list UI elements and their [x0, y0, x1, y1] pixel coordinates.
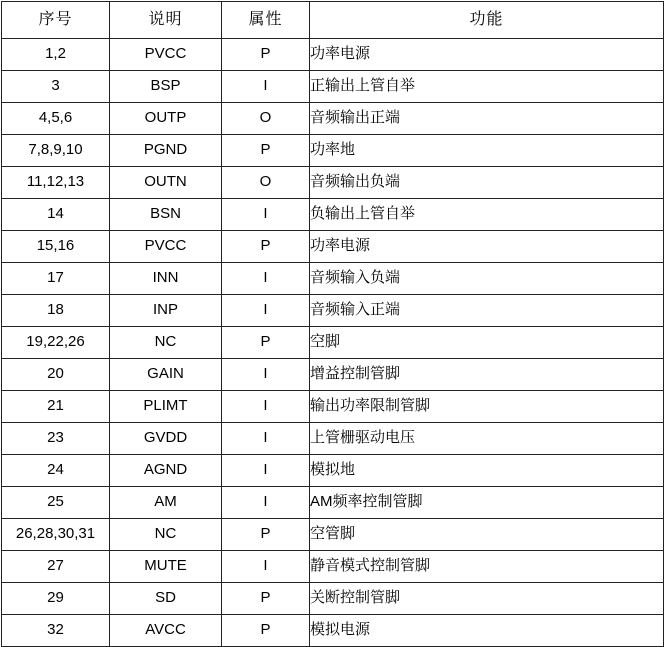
cell-name: AM — [110, 487, 222, 519]
column-header-attr: 属性 — [222, 2, 310, 39]
cell-attr: I — [222, 263, 310, 295]
cell-seq: 21 — [2, 391, 110, 423]
cell-func: 功率地 — [310, 135, 664, 167]
cell-attr: I — [222, 71, 310, 103]
cell-attr: O — [222, 167, 310, 199]
cell-func: 音频输入正端 — [310, 295, 664, 327]
cell-func: 输出功率限制管脚 — [310, 391, 664, 423]
table-row — [2, 135, 664, 167]
table-row — [2, 167, 664, 199]
cell-attr: I — [222, 295, 310, 327]
cell-func: 音频输出正端 — [310, 103, 664, 135]
table-header — [2, 2, 664, 39]
column-header-name: 说明 — [110, 2, 222, 39]
cell-seq: 4,5,6 — [2, 103, 110, 135]
cell-seq: 23 — [2, 423, 110, 455]
cell-seq: 11,12,13 — [2, 167, 110, 199]
cell-seq: 14 — [2, 199, 110, 231]
table-header-row — [2, 2, 664, 39]
table-row — [2, 327, 664, 359]
cell-name: NC — [110, 327, 222, 359]
table-row — [2, 199, 664, 231]
table-row — [2, 71, 664, 103]
cell-attr: P — [222, 231, 310, 263]
pin-description-page — [0, 1, 664, 639]
cell-name: MUTE — [110, 551, 222, 583]
cell-attr: P — [222, 615, 310, 647]
table-body — [2, 39, 664, 647]
cell-name: PVCC — [110, 39, 222, 71]
column-header-func: 功能 — [310, 2, 664, 39]
cell-attr: I — [222, 551, 310, 583]
table-row — [2, 295, 664, 327]
cell-attr: P — [222, 327, 310, 359]
cell-name: BSN — [110, 199, 222, 231]
column-header-seq: 序号 — [2, 2, 110, 39]
cell-func: 空脚 — [310, 327, 664, 359]
cell-seq: 26,28,30,31 — [2, 519, 110, 551]
cell-name: GVDD — [110, 423, 222, 455]
cell-name: PLIMT — [110, 391, 222, 423]
cell-name: NC — [110, 519, 222, 551]
cell-func: 关断控制管脚 — [310, 583, 664, 615]
cell-name: GAIN — [110, 359, 222, 391]
table-row — [2, 487, 664, 519]
cell-func: 功率电源 — [310, 39, 664, 71]
cell-attr: P — [222, 39, 310, 71]
cell-seq: 24 — [2, 455, 110, 487]
cell-attr: I — [222, 455, 310, 487]
cell-seq: 7,8,9,10 — [2, 135, 110, 167]
cell-name: INN — [110, 263, 222, 295]
cell-name: INP — [110, 295, 222, 327]
table-row — [2, 103, 664, 135]
cell-func: 空管脚 — [310, 519, 664, 551]
cell-seq: 25 — [2, 487, 110, 519]
cell-seq: 18 — [2, 295, 110, 327]
cell-attr: I — [222, 487, 310, 519]
cell-name: AVCC — [110, 615, 222, 647]
cell-seq: 17 — [2, 263, 110, 295]
cell-attr: P — [222, 583, 310, 615]
cell-attr: I — [222, 359, 310, 391]
cell-seq: 3 — [2, 71, 110, 103]
table-row — [2, 39, 664, 71]
cell-name: BSP — [110, 71, 222, 103]
cell-func: 模拟地 — [310, 455, 664, 487]
cell-seq: 27 — [2, 551, 110, 583]
table-row — [2, 359, 664, 391]
cell-func: 静音模式控制管脚 — [310, 551, 664, 583]
table-row — [2, 423, 664, 455]
cell-seq: 1,2 — [2, 39, 110, 71]
table-row — [2, 455, 664, 487]
table-row — [2, 391, 664, 423]
table-row — [2, 615, 664, 647]
cell-attr: P — [222, 519, 310, 551]
cell-func: 音频输出负端 — [310, 167, 664, 199]
cell-name: OUTP — [110, 103, 222, 135]
cell-func: 模拟电源 — [310, 615, 664, 647]
cell-name: PGND — [110, 135, 222, 167]
cell-seq: 29 — [2, 583, 110, 615]
cell-func: 音频输入负端 — [310, 263, 664, 295]
cell-func: 上管栅驱动电压 — [310, 423, 664, 455]
cell-attr: I — [222, 423, 310, 455]
table-row — [2, 263, 664, 295]
cell-attr: O — [222, 103, 310, 135]
cell-func: AM频率控制管脚 — [310, 487, 664, 519]
cell-seq: 19,22,26 — [2, 327, 110, 359]
cell-name: AGND — [110, 455, 222, 487]
cell-name: OUTN — [110, 167, 222, 199]
cell-seq: 32 — [2, 615, 110, 647]
table-row — [2, 231, 664, 263]
cell-attr: I — [222, 391, 310, 423]
cell-func: 正输出上管自举 — [310, 71, 664, 103]
cell-func: 负输出上管自举 — [310, 199, 664, 231]
cell-attr: P — [222, 135, 310, 167]
cell-seq: 20 — [2, 359, 110, 391]
cell-name: PVCC — [110, 231, 222, 263]
cell-name: SD — [110, 583, 222, 615]
cell-attr: I — [222, 199, 310, 231]
pin-description-table — [1, 1, 664, 647]
cell-func: 功率电源 — [310, 231, 664, 263]
cell-seq: 15,16 — [2, 231, 110, 263]
table-row — [2, 519, 664, 551]
table-row — [2, 551, 664, 583]
table-row — [2, 583, 664, 615]
cell-func: 增益控制管脚 — [310, 359, 664, 391]
